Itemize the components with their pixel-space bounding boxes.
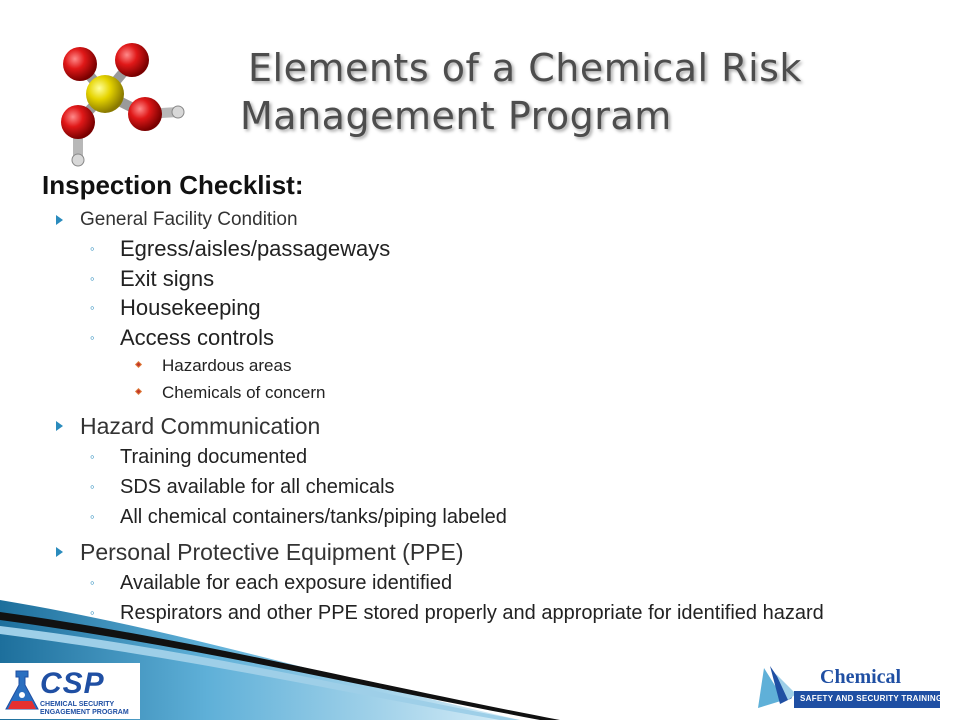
ring-bullet-icon: ◦: [90, 329, 95, 345]
list-item-access-controls: [42, 323, 902, 353]
molecule-icon: [40, 34, 200, 174]
title-line-2: Management Program: [240, 94, 672, 138]
ring-bullet-icon: ◦: [90, 300, 95, 315]
chemical-safety-logo: [754, 660, 944, 716]
list-item-label: Egress/aisles/passageways: [120, 236, 391, 261]
list-item-exit-signs: [42, 264, 902, 294]
list-item-label: Housekeeping: [120, 295, 261, 320]
list-item-housekeeping: [42, 293, 902, 323]
triangle-bullet-icon: [56, 215, 63, 225]
list-item-label: Access controls: [120, 324, 275, 350]
title-line-1: Elements of a Chemical Risk: [248, 46, 802, 90]
slide-title: [240, 44, 880, 140]
triangle-bullet-icon: [56, 421, 63, 431]
dot-bullet-icon: [136, 389, 140, 393]
list-item-label: Chemicals of concern: [162, 383, 326, 402]
list-item-label: Respirators and other PPE stored properly and appropriate for identified hazard: [120, 602, 824, 624]
triangle-bullet-icon: [56, 547, 63, 557]
flask-logo-icon: [4, 669, 40, 713]
ring-bullet-icon: ◦: [90, 575, 95, 590]
ring-bullet-icon: ◦: [90, 509, 95, 524]
csp-logo: [0, 663, 140, 719]
list-item-label: Personal Protective Equipment (PPE): [80, 539, 464, 565]
list-item-labeled: [42, 502, 902, 532]
list-item-training: [42, 442, 902, 472]
ring-bullet-icon: ◦: [90, 479, 95, 494]
list-item-ppe-available: [42, 568, 902, 598]
list-item-ppe: [42, 536, 902, 568]
chemical-logo-bar-text: SAFETY AND SECURITY TRAINING: [800, 694, 943, 703]
list-item-label: Training documented: [120, 446, 308, 468]
ring-bullet-icon: ◦: [90, 270, 95, 286]
list-item-label: Exit signs: [120, 265, 215, 291]
list-item-label: General Facility Condition: [80, 209, 298, 230]
csp-logo-sub-2: ENGAGEMENT PROGRAM: [40, 709, 129, 716]
list-item-hazardous-areas: [42, 352, 902, 379]
list-item-general-facility: [42, 206, 902, 234]
list-item-label: Hazardous areas: [162, 356, 292, 375]
dot-bullet-icon: [136, 362, 140, 366]
ring-bullet-icon: ◦: [90, 241, 95, 256]
csp-logo-sub-1: CHEMICAL SECURITY: [40, 701, 115, 708]
list-item-label: Available for each exposure identified: [120, 572, 453, 594]
list-item-egress: [42, 234, 902, 264]
content-body: [42, 168, 902, 624]
csp-logo-subtitle: [40, 701, 129, 717]
chemical-logo-word: Chemical: [820, 666, 902, 688]
list-item-sds: [42, 472, 902, 502]
list-item-hazard-communication: [42, 410, 902, 442]
ring-bullet-icon: ◦: [90, 605, 95, 620]
ring-bullet-icon: ◦: [90, 449, 95, 464]
list-item-label: SDS available for all chemicals: [120, 476, 395, 498]
list-item-label: Hazard Communication: [80, 413, 321, 439]
list-item-chemicals-of-concern: [42, 379, 902, 406]
csp-logo-text: CSP: [40, 667, 105, 700]
checklist-heading: Inspection Checklist:: [42, 170, 304, 200]
list-item-label: All chemical containers/tanks/piping labeled: [120, 506, 507, 528]
